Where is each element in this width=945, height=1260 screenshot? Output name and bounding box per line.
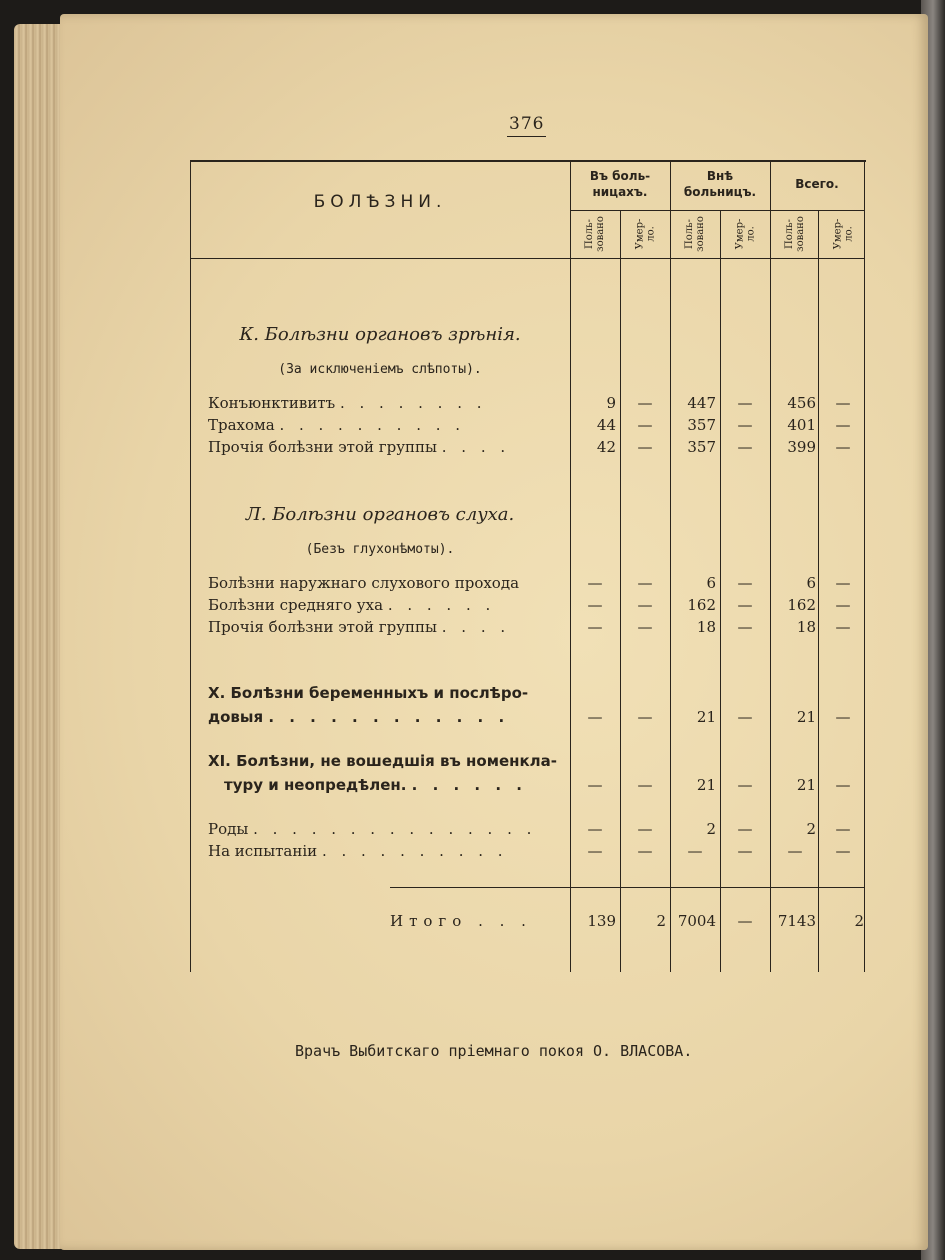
header-title: БОЛѢЗНИ. — [313, 192, 447, 212]
table-cell: — — [737, 596, 753, 614]
header-group-outside-hospitals: Внѣ больницъ. — [683, 169, 757, 199]
table-row-label: Прочія болѣзни этой группы . . . . — [208, 438, 511, 456]
header-sub-died: Умер- ло. — [831, 218, 854, 250]
header-sub-treated: Поль- зовано — [683, 216, 706, 252]
table-cell: 21 — [796, 776, 816, 794]
table-cell: — — [835, 618, 851, 636]
table-cell: — — [737, 416, 753, 434]
header-sub-died: Умер- ло. — [633, 218, 656, 250]
table-cell: 162 — [687, 596, 716, 614]
table-cell: — — [737, 574, 753, 592]
table-cell: 44 — [596, 416, 616, 434]
header-bottom-rule — [190, 258, 864, 259]
table-cell: 357 — [687, 416, 716, 434]
table-row-label-pregnancy: X. Болѣзни беременныхъ и послѣро- — [208, 684, 529, 702]
table-cell: — — [637, 416, 653, 434]
table-cell: — — [587, 776, 603, 794]
table-cell: — — [637, 842, 653, 860]
section-note-eye-diseases: (За исключеніемъ слѣпоты). — [278, 362, 482, 377]
table-cell: — — [637, 394, 653, 412]
table-cell: — — [587, 618, 603, 636]
total-rule — [390, 887, 864, 888]
table-cell: 2 — [656, 912, 666, 930]
table-cell: — — [637, 438, 653, 456]
table-cell: 21 — [696, 776, 716, 794]
table-cell: 21 — [696, 708, 716, 726]
table-cell: 2 — [854, 912, 864, 930]
table-cell: — — [587, 574, 603, 592]
header-sub-died: Умер- ло. — [733, 218, 756, 250]
table-cell: — — [687, 842, 703, 860]
table-cell: 139 — [587, 912, 616, 930]
table-cell: — — [587, 596, 603, 614]
table-cell: — — [835, 776, 851, 794]
table-cell: — — [737, 394, 753, 412]
table-cell: — — [787, 842, 803, 860]
table-cell: 2 — [806, 820, 816, 838]
table-cell: 447 — [687, 394, 716, 412]
table-row-label: туру и неопредѣлен. . . . . . . — [224, 776, 527, 794]
table-cell: — — [835, 438, 851, 456]
table-cell: 456 — [787, 394, 816, 412]
table-cell: — — [637, 708, 653, 726]
table-cell: 21 — [796, 708, 816, 726]
table-cell: 9 — [606, 394, 616, 412]
table-cell: 18 — [796, 618, 816, 636]
table-cell: — — [587, 820, 603, 838]
table-cell: — — [637, 776, 653, 794]
table-cell: — — [737, 842, 753, 860]
table-cell: 2 — [706, 820, 716, 838]
table-cell: 6 — [706, 574, 716, 592]
table-cell: — — [835, 394, 851, 412]
table-row-label: Болѣзни наружнаго слухового прохода — [208, 574, 520, 592]
table-row-label: Трахома . . . . . . . . . . — [208, 416, 466, 434]
table-cell: — — [737, 912, 753, 930]
table-border-left — [190, 162, 191, 972]
table-cell: 357 — [687, 438, 716, 456]
section-note-ear-diseases: (Безъ глухонѣмоты). — [305, 542, 455, 557]
table-cell: — — [835, 596, 851, 614]
table-cell: — — [835, 842, 851, 860]
col-divider — [720, 210, 721, 972]
table-cell: 162 — [787, 596, 816, 614]
table-row-label: довыя . . . . . . . . . . . . — [208, 708, 510, 726]
table-cell: — — [637, 574, 653, 592]
table-row-label-unclassified: XI. Болѣзни, не вошедшія въ номенкла- — [208, 752, 558, 770]
table-cell: — — [737, 708, 753, 726]
header-group-total: Всего. — [795, 177, 839, 191]
table-cell: — — [835, 708, 851, 726]
table-row-label: Прочія болѣзни этой группы . . . . — [208, 618, 511, 636]
table-row-label: Конъюнктивитъ . . . . . . . . — [208, 394, 487, 412]
col-divider — [818, 210, 819, 972]
table-cell: — — [637, 596, 653, 614]
col-divider — [670, 162, 671, 972]
table-cell: — — [587, 708, 603, 726]
header-sub-treated: Поль- зовано — [583, 216, 606, 252]
table-cell: — — [737, 820, 753, 838]
table-cell: 401 — [787, 416, 816, 434]
total-label: Итого . . . — [390, 912, 532, 930]
header-sub-treated: Поль- зовано — [783, 216, 806, 252]
section-title-ear-diseases: Л. Болѣзни органовъ слуха. — [245, 504, 515, 525]
table-row-label: Болѣзни средняго уха . . . . . . — [208, 596, 496, 614]
table-cell: — — [835, 574, 851, 592]
table-row-label: На испытаніи . . . . . . . . . . — [208, 842, 508, 860]
table-cell: — — [587, 842, 603, 860]
table-cell: 7004 — [677, 912, 716, 930]
table-cell: — — [737, 618, 753, 636]
table-cell: — — [637, 820, 653, 838]
table-cell: — — [835, 820, 851, 838]
col-divider — [570, 162, 571, 972]
table-cell: 18 — [696, 618, 716, 636]
header-group-in-hospitals: Въ боль- ницахъ. — [589, 169, 651, 199]
page-number: 376 — [507, 114, 546, 137]
table-cell: — — [835, 416, 851, 434]
table-cell: 6 — [806, 574, 816, 592]
table-cell: 42 — [596, 438, 616, 456]
table-cell: — — [737, 776, 753, 794]
table-row-label: Роды . . . . . . . . . . . . . . . — [208, 820, 537, 838]
table-cell: 399 — [787, 438, 816, 456]
disease-table — [190, 160, 866, 972]
table-cell: — — [637, 618, 653, 636]
table-cell: — — [737, 438, 753, 456]
col-divider — [770, 162, 771, 972]
table-cell: 7143 — [777, 912, 816, 930]
col-divider — [620, 210, 621, 972]
section-title-eye-diseases: К. Болѣзни органовъ зрѣнія. — [239, 324, 521, 345]
signature: Врачъ Выбитскаго пріемнаго покоя О. ВЛАСОВА. — [295, 1042, 693, 1060]
